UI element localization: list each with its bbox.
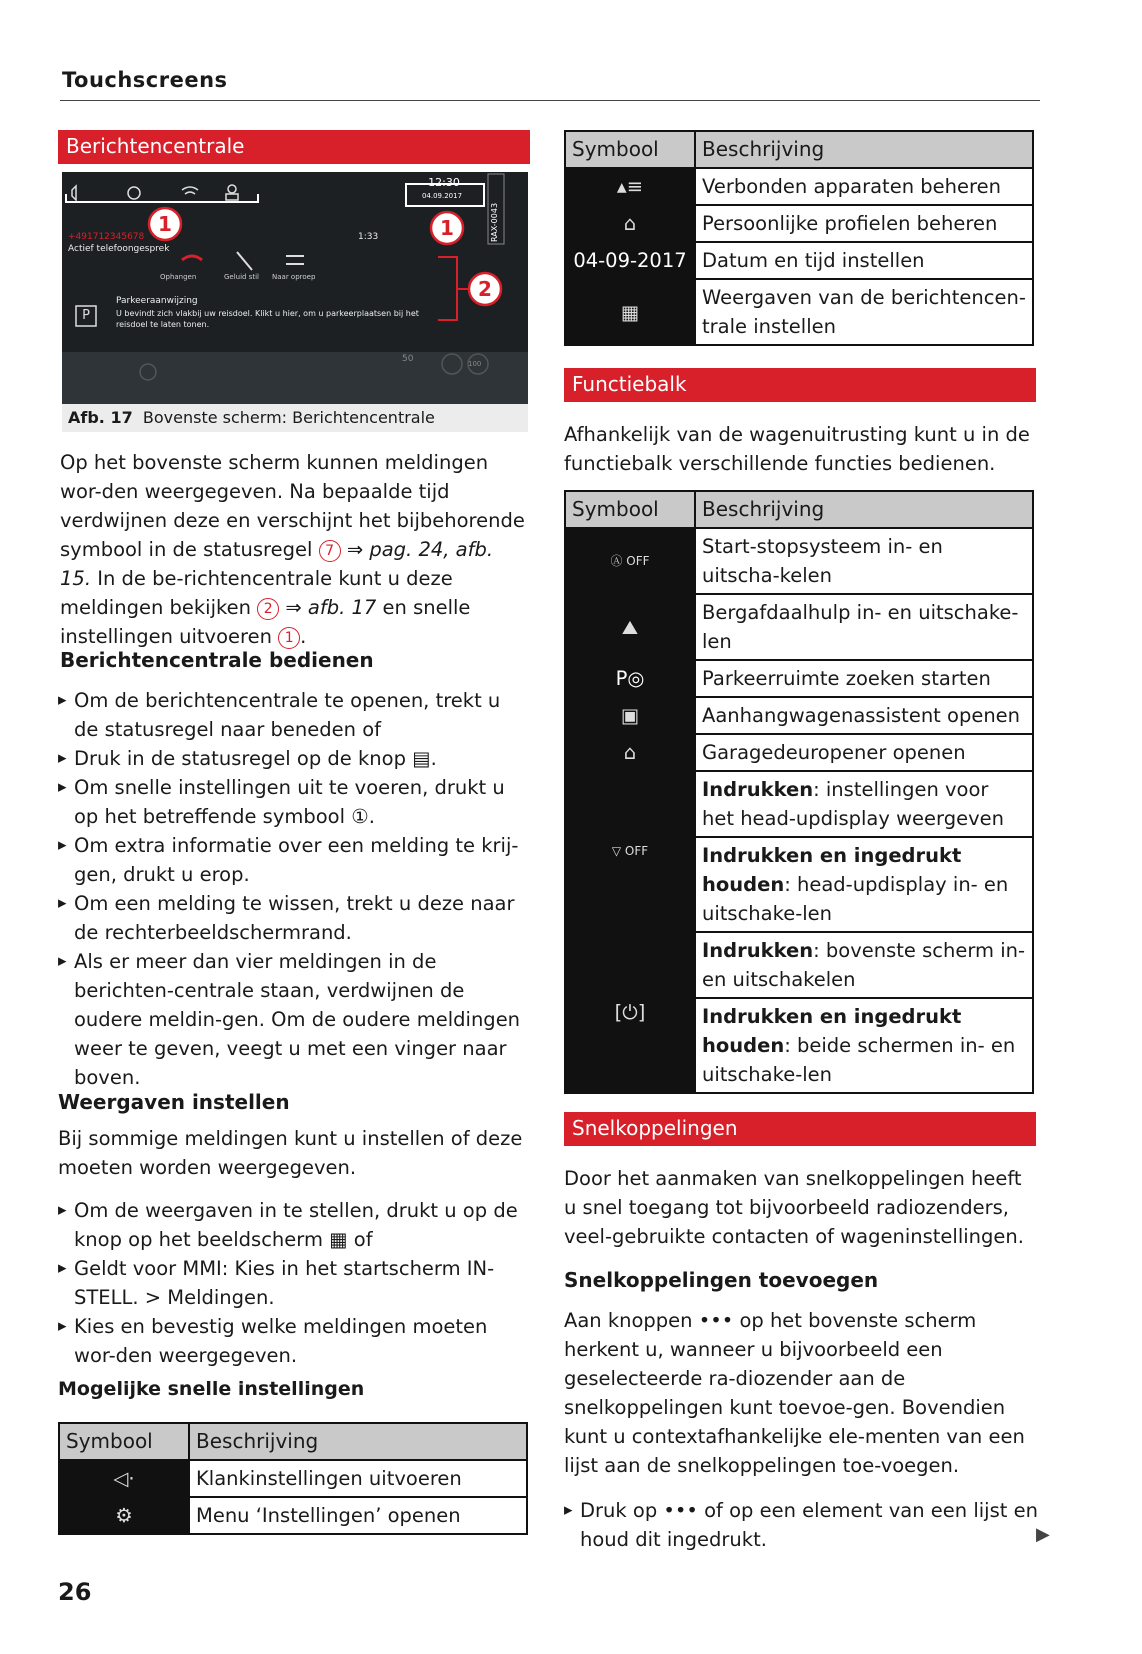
fig-date: 04.09.2017 [421,192,463,200]
col-header-beschrijving: Beschrijving [189,1423,527,1460]
section-title-snelkoppelingen: Snelkoppelingen [564,1112,1036,1146]
speaker-icon: ◁· [59,1460,189,1497]
row-desc: Aanhangwagenassistent openen [695,697,1033,734]
row-desc: Indrukken: instellingen voor het head-updisplay weergeven [695,771,1033,837]
bullet-item: ▸ Om de weergaven in te stellen, drukt u op de knop op het beeldscherm ▦ of [58,1196,530,1254]
fig-park-icon: P [82,308,90,323]
figure-screenshot [62,172,528,404]
fig-call-timer: 1:33 [358,232,379,242]
col-header-symbool: Symbool [59,1423,189,1460]
row-desc: Verbonden apparaten beheren [695,168,1033,205]
row-desc: Garagedeuropener openen [695,734,1033,771]
bullet-item: ▸ Druk in de statusregel op de knop ▤. [58,744,530,773]
bullet-item: ▸ Kies en bevestig welke meldingen moeten wor-den weergegeven. [58,1312,530,1370]
table-row [59,1460,527,1497]
fig-call-status: Actief telefoongesprek [68,244,170,254]
fig-time: 12:30 [428,176,460,189]
gear-icon: ⚙ [59,1497,189,1534]
table-snelle-instellingen [58,1422,528,1535]
bullet-item: ▸ Om de berichtencentrale te openen, trekt u de statusregel naar beneden of [58,686,530,744]
row-desc: Menu ‘Instellingen’ openen [189,1497,527,1534]
fig-phone-number: +491712345678 [68,232,145,242]
weergaven-paragraph: Bij sommige meldingen kunt u instellen of deze moeten worden weergegeven. [58,1127,523,1179]
hill-descent-icon: ⛰ [565,594,695,660]
intro-text-2: In de be-richtencentrale kunt u deze meldingen bekijken [60,567,453,619]
caption-text: Bovenste scherm: Berichtencentrale [142,408,435,427]
table-row [565,660,1033,697]
row-desc: Bergafdaalhulp in- en uitschake-len [695,594,1033,660]
row-desc: Indrukken en ingedrukt houden: beide schermen in- en uitschake-len [695,998,1033,1093]
callout-1a: 1 [158,212,172,236]
row-desc: Weergaven van de berichtencen-trale instellen [695,279,1033,345]
row-desc: Indrukken: bovenste scherm in- en uitschakelen [695,932,1033,998]
list-bedienen [58,686,530,1092]
list-weergaven [58,1196,530,1370]
fig-btn-mute: Geluid stil [224,273,260,281]
callout-1b: 1 [440,216,454,240]
table-row [565,697,1033,734]
fig-speed: 50 [402,354,414,364]
header-rule [60,100,1040,101]
table-row [565,242,1033,279]
page-header-title: Touchscreens [62,68,228,92]
heading-bedienen: Berichtencentrale bedienen [60,648,374,672]
bullet-item: ▸ Als er meer dan vier meldingen in de berichten-centrale staan, verdwijnen de oudere meldin-gen. Om de oudere meldingen weer te geven, veegt u met een vinger naar boven. [58,947,530,1092]
section-title-berichtencentrale: Berichtencentrale [58,130,530,164]
screen-power-icon: [⏻] [565,932,695,1093]
fig-btn-hangup: Ophangen [160,273,197,281]
table-row [565,594,1033,660]
bullet-item: ▸ Om een melding te wissen, trekt u deze naar de rechterbeeldschermrand. [58,889,530,947]
fig-speed-right: 100 [468,360,482,368]
table-row [565,932,1033,998]
intro-text-3: en snelle instellingen uitvoeren [60,596,471,648]
parking-icon: P◎ [565,660,695,697]
bullet-item: ▸ Om extra informatie over een melding te krij-gen, drukt u erop. [58,831,530,889]
col-header-symbool: Symbool [565,491,695,528]
toevoegen-paragraph: Aan knoppen ••• op het bovenste scherm herkent u, wanneer u bijvoorbeeld een geselecteerde ra-diozender aan de snelkoppelingen kunt toevoe-gen. Bovendien kunt u contextafhankelijke ele-menten van een lijst aan de snelkoppelingen toe-voegen. [564,1309,1025,1477]
profile-icon: ⌂ [565,205,695,242]
intro-text-1: Op het bovenste scherm kunnen meldingen wor-den weergegeven. Na bepaalde tijd verdwijnen deze en verschijnt het bijbehorende symbool in de statusregel [60,451,525,561]
wifi-icon: ▴≡ [565,168,695,205]
table-row [565,205,1033,242]
fig-btn-transfer: Naar oproep [272,273,316,281]
col-header-symbool: Symbool [565,131,695,168]
functiebalk-paragraph: Afhankelijk van de wagenuitrusting kunt u in de functiebalk verschillende functies bedienen. [564,423,1030,475]
table-row [565,168,1033,205]
trailer-icon: ▣ [565,697,695,734]
bullet-item: ▸ Druk op ••• of op een element van een lijst en houd dit ingedrukt. [564,1496,1040,1554]
col-header-beschrijving: Beschrijving [695,491,1033,528]
callout-2: 2 [478,277,492,301]
ref-link-pag24[interactable]: ⇒ pag. 24, afb. 15. [60,538,494,590]
row-desc: Persoonlijke profielen beheren [695,205,1033,242]
table-row [565,279,1033,345]
table-row [565,734,1033,771]
row-desc: Indrukken en ingedrukt houden: head-updisplay in- en uitschake-len [695,837,1033,932]
page-number: 26 [58,1578,92,1606]
continue-arrow-icon: ▶ [1036,1524,1050,1545]
heading-snelle: Mogelijke snelle instellingen [58,1378,365,1400]
row-desc: Klankinstellingen uitvoeren [189,1460,527,1497]
figure-caption [62,404,528,432]
ref-circle-7: 7 [319,540,341,562]
start-stop-icon: Ⓐ OFF [565,528,695,594]
snelkoppelingen-paragraph: Door het aanmaken van snelkoppelingen heeft u snel toegang tot bijvoorbeeld radiozenders, veel-gebruikte contacten of wageninstellingen. [564,1167,1024,1248]
intro-paragraph: Op het bovenste scherm kunnen meldingen wor-den weergegeven. Na bepaalde tijd verdwijnen deze en verschijnt het bijbehorende symbool in de statusregel 7 ⇒ pag. 24, afb. 15. In de be-richtencentrale kunt u deze meldingen bekijken 2 ⇒ afb. 17 en snelle instellingen uitvoeren 1 . [60,451,525,648]
head-up-display-icon: ▽ OFF [565,771,695,932]
section-title-functiebalk: Functiebalk [564,368,1036,402]
table-row [565,528,1033,594]
fig-park-text: U bevindt zich vlakbij uw reisdoel. Klikt u hier, om u parkeerplaatsen bij het reisdoel te laten tonen. [116,309,419,329]
caption-label: Afb. 17 [68,408,133,427]
message-settings-icon: ▦ [565,279,695,345]
row-desc: Start-stopsysteem in- en uitscha-kelen [695,528,1033,594]
ref-link-afb17[interactable]: ⇒ afb. 17 [285,596,377,619]
row-desc: Parkeerruimte zoeken starten [695,660,1033,697]
bullet-item: ▸ Om snelle instellingen uit te voeren, drukt u op het betreffende symbool ①. [58,773,530,831]
date-symbol: 04-09-2017 [565,242,695,279]
fig-park-title: Parkeeraanwijzing [116,296,198,306]
ref-circle-1: 1 [278,627,300,649]
garage-icon: ⌂ [565,734,695,771]
ref-circle-2: 2 [257,598,279,620]
heading-weergaven: Weergaven instellen [58,1090,290,1114]
heading-toevoegen: Snelkoppelingen toevoegen [564,1268,879,1292]
table-row [59,1497,527,1534]
bullet-item: ▸ Geldt voor MMI: Kies in het startscherm IN-STELL. > Meldingen. [58,1254,530,1312]
table-statusbalk [564,130,1034,346]
table-row [565,771,1033,837]
row-desc: Datum en tijd instellen [695,242,1033,279]
fig-code: RAX-0043 [490,202,499,242]
table-functiebalk [564,490,1034,1094]
col-header-beschrijving: Beschrijving [695,131,1033,168]
